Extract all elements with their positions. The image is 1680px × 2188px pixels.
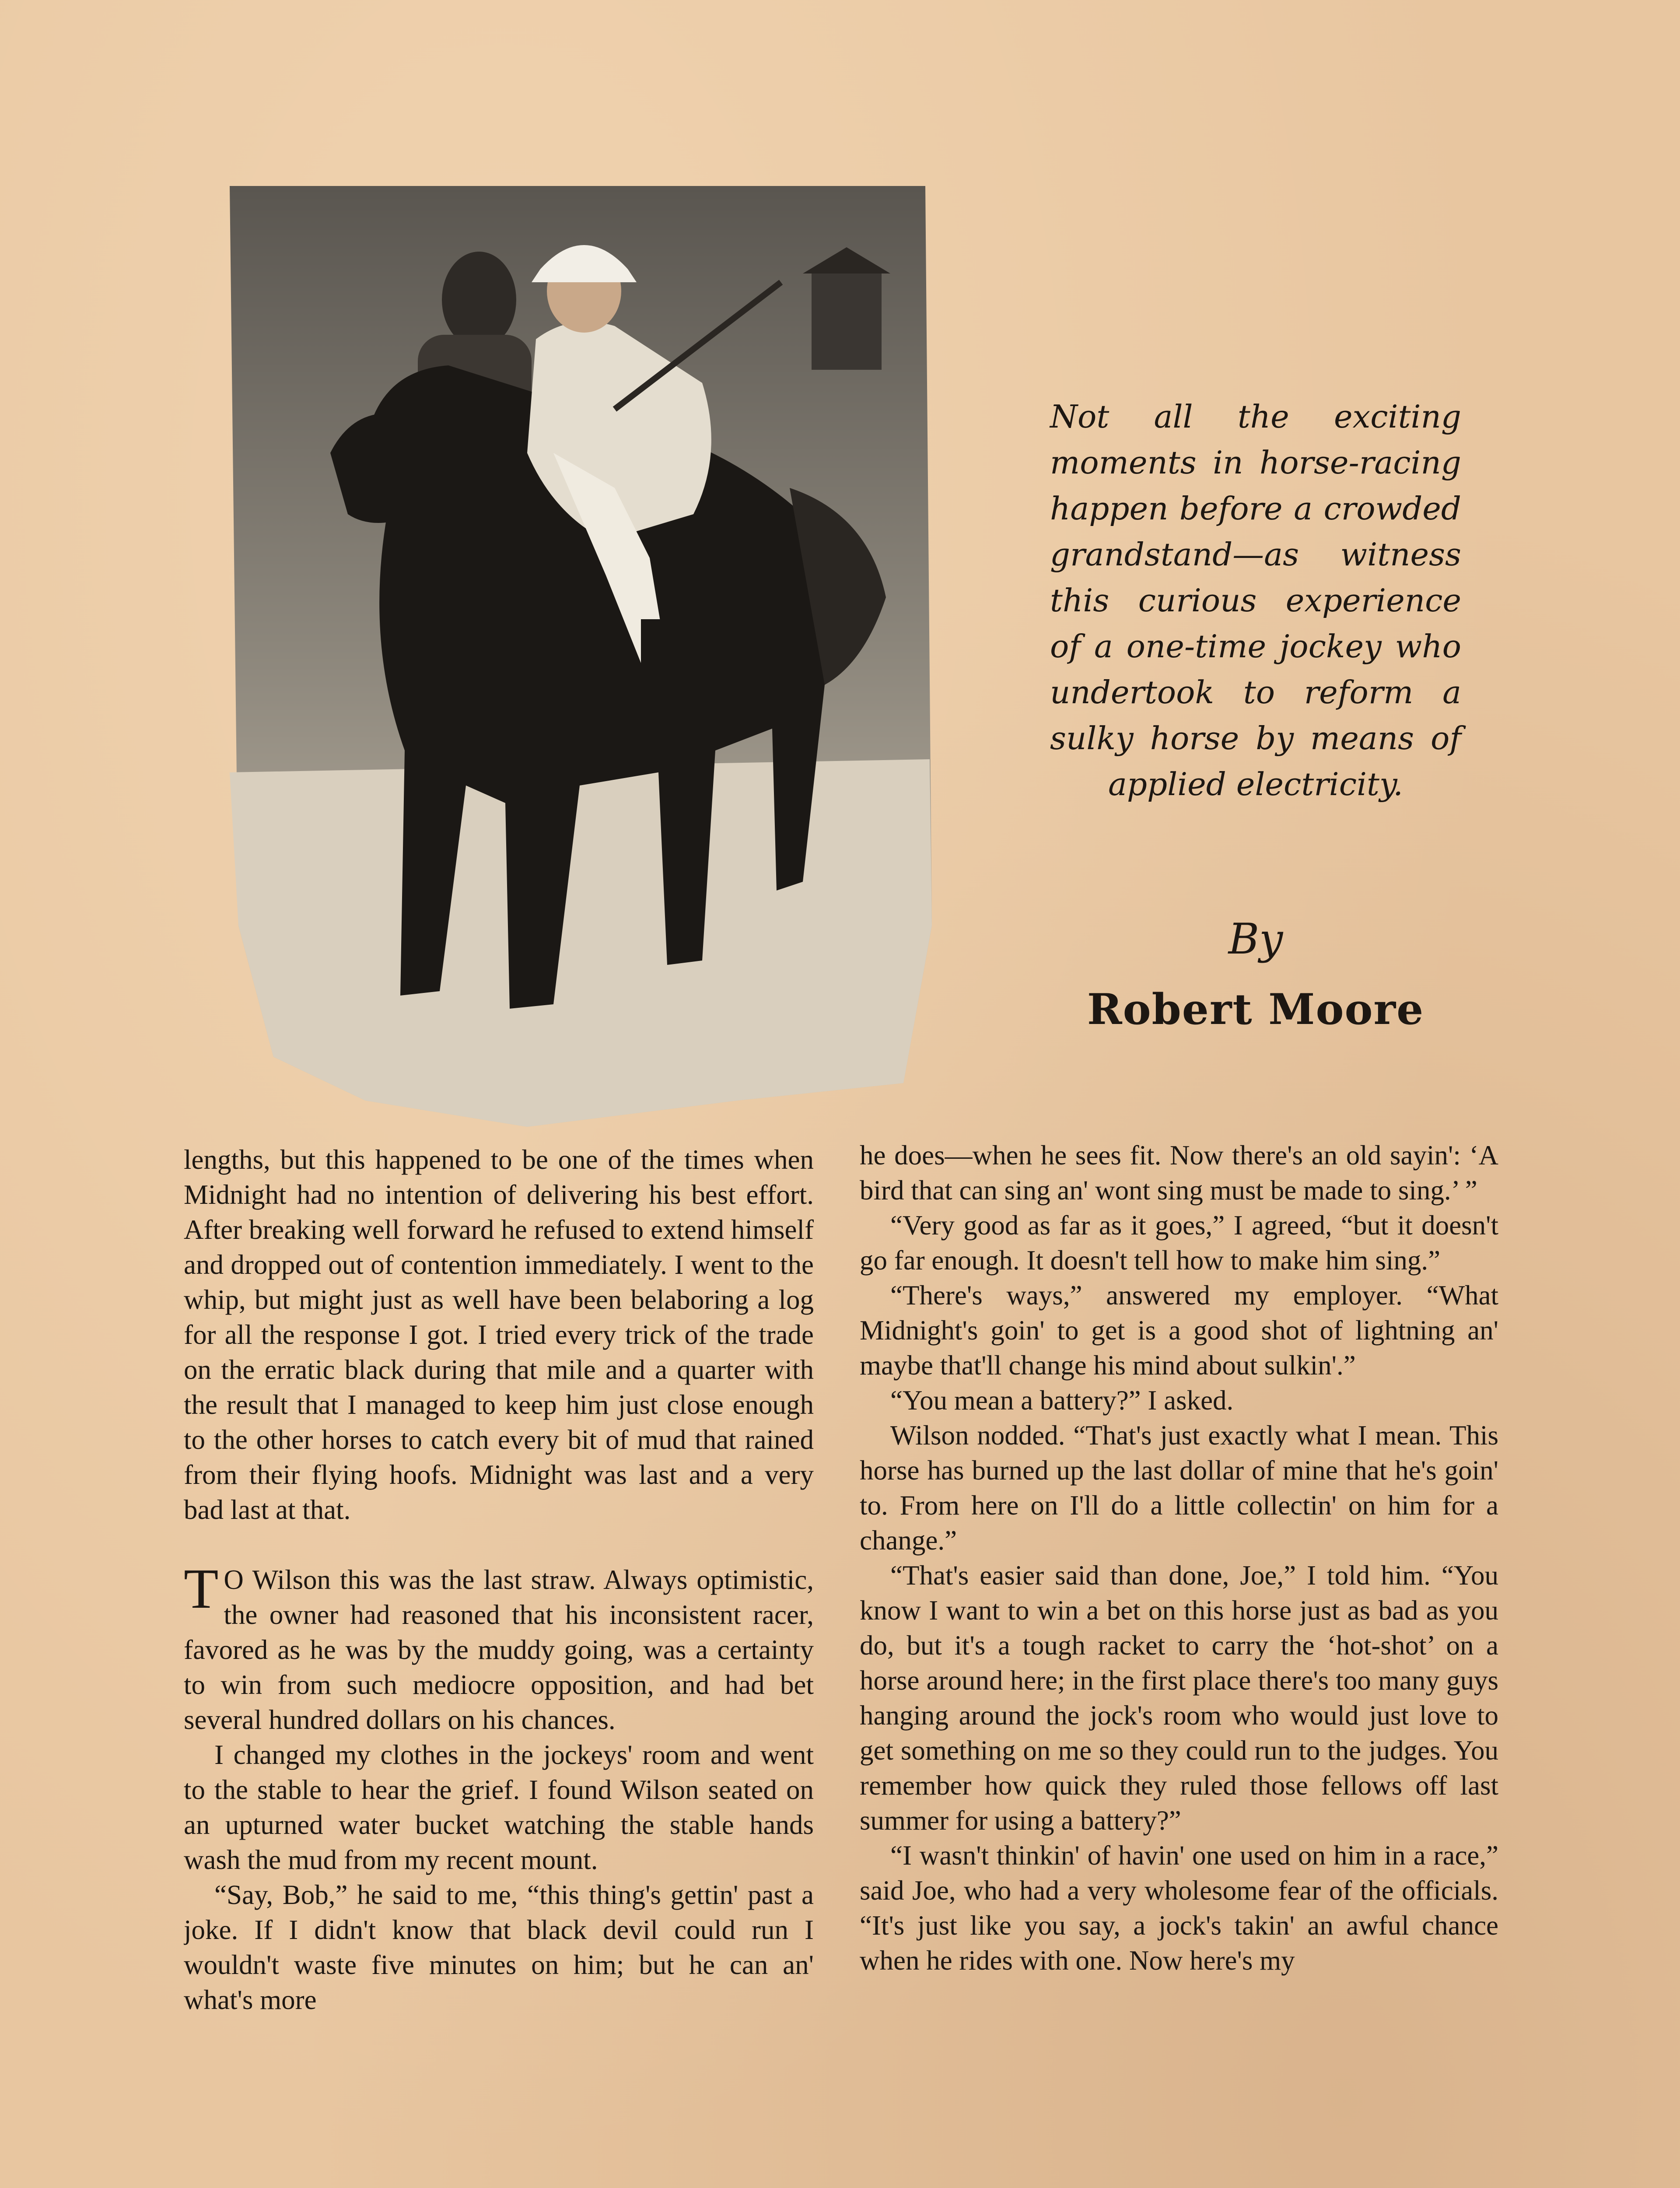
- paragraph: Wilson nodded. “That's just exactly what I mean. This horse has burned up the last dollar of mine that he's goin' to. From here on I'll do a little collectin' on him for a change.”: [860, 1420, 1498, 1556]
- right-text-column: [860, 1138, 1498, 2188]
- drop-cap: T: [184, 1557, 219, 1620]
- paragraph: lengths, but this happened to be one of the times when Midnight had no intention of delivering his best effort. After breaking well forward he refused to extend himself and dropped out of contention immediately. I went to the whip, but might just as well have been belaboring a log for all the response I got. I tried every trick of the trade on the erratic black during that mile and a quarter with the result that I managed to keep him just close enough to the other horses to catch every bit of mud that rained from their flying hoofs. Midnight was last and a very bad last at that.: [184, 1144, 814, 1525]
- paragraph: “There's ways,” answered my employer. “What Midnight's goin' to get is a good shot of lightning an' maybe that'll change his mind about sulkin'.”: [860, 1280, 1498, 1381]
- paragraph: “Very good as far as it goes,” I agreed, “but it doesn't go far enough. It doesn't tell how to make him sing.”: [860, 1210, 1498, 1276]
- byline-by: By: [1228, 915, 1283, 964]
- paragraph: he does—when he sees fit. Now there's an old sayin': ‘A bird that can sing an' wont sing must be made to sing.’ ”: [860, 1140, 1498, 1206]
- paragraph: “Say, Bob,” he said to me, “this thing's gettin' past a joke. If I didn't know that black devil could run I wouldn't waste five minutes on him; but he can an' what's more: [184, 1879, 814, 2015]
- paragraph: [184, 1557, 814, 1737]
- paragraph: “I wasn't thinkin' of havin' one used on him in a race,” said Joe, who had a very wholesome fear of the officials. “It's just like you say, a jock's takin' an awful chance when he rides with one. Now here's my: [860, 1840, 1498, 1976]
- byline-author: Robert Moore: [1087, 985, 1424, 1034]
- paragraph: “That's easier said than done, Joe,” I told him. “You know I want to win a bet on this horse just as bad as you do, but it's a tough racket to carry the ‘hot-shot’ on a horse around here; in the first place there's too many guys hanging around the jock's room who would just love to get something on me so they could run to the judges. You remember how quick they ruled those fellows off last summer for using a battery?”: [860, 1560, 1498, 1836]
- paragraph: “You mean a battery?” I asked.: [890, 1385, 1234, 1416]
- left-text-column: [184, 1142, 814, 2188]
- jockey-on-horse-illustration-icon: [221, 182, 943, 1133]
- story-blurb: Not all the exciting moments in horse-racing happen before a crowded grandstand—as witness this curious experience of a one-time jockey who undertook to reform a sulky horse by means of applied electricity.: [1050, 398, 1461, 803]
- paragraph-text: O Wilson this was the last straw. Always optimistic, the owner had reasoned that his inconsistent racer, favored as he was by the muddy going, was a certainty to win from such mediocre opposition, and had bet several hundred dollars on his chances.: [184, 1564, 814, 1735]
- paragraph: I changed my clothes in the jockeys' room and went to the stable to hear the grief. I found Wilson seated on an upturned water bucket watching the stable hands wash the mud from my recent mount.: [184, 1739, 814, 1875]
